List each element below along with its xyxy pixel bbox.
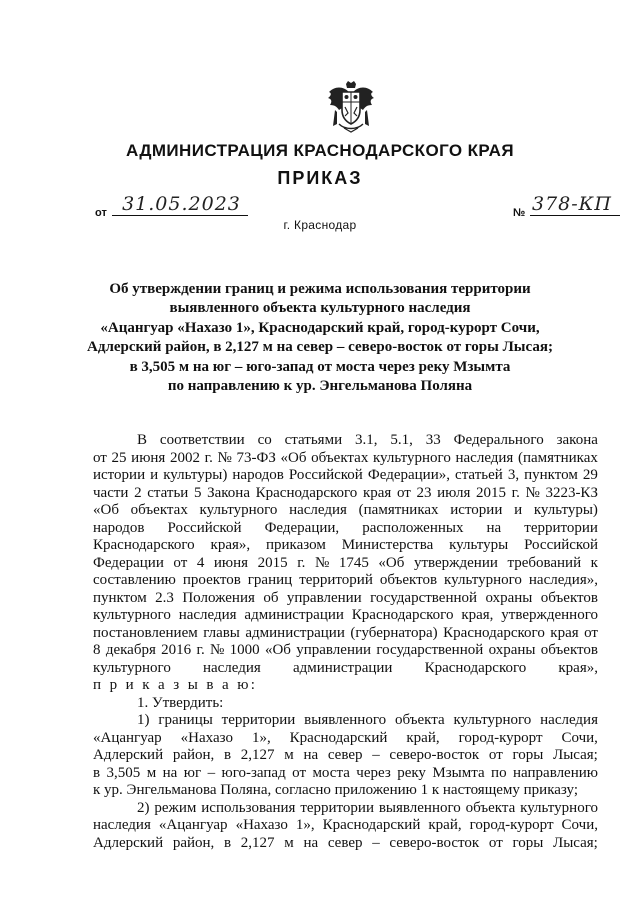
word: администрации bbox=[245, 624, 345, 641]
word: статьей bbox=[455, 467, 503, 483]
word: 2.3 bbox=[155, 589, 174, 606]
word: июня bbox=[213, 554, 249, 571]
word: Сочи, bbox=[561, 817, 598, 833]
body-line bbox=[93, 660, 598, 678]
word: территории bbox=[300, 799, 374, 816]
word: от bbox=[93, 449, 107, 466]
krasnodar-coat-of-arms-icon bbox=[327, 80, 375, 134]
word: выявленного bbox=[304, 712, 387, 728]
city-label: г. Краснодар bbox=[283, 218, 357, 232]
word: м bbox=[284, 834, 294, 851]
order-subject bbox=[60, 280, 580, 396]
word: управлении bbox=[286, 589, 362, 606]
word: закона bbox=[556, 432, 598, 448]
word: администрации bbox=[292, 659, 393, 676]
word: на bbox=[486, 519, 502, 536]
word: от bbox=[292, 764, 306, 781]
word: город-курорт bbox=[458, 729, 543, 746]
word: Краснодарский bbox=[289, 729, 388, 746]
word: г. bbox=[297, 554, 306, 571]
word: – bbox=[372, 834, 380, 851]
body-line bbox=[93, 450, 598, 468]
word: Министерства bbox=[341, 537, 434, 553]
word: горы bbox=[512, 747, 544, 763]
word: на bbox=[303, 747, 319, 763]
word: статьи bbox=[147, 484, 189, 501]
body-line bbox=[93, 485, 598, 503]
word: объекта bbox=[394, 712, 445, 728]
subject-line: Об утверждении границ и режима использования территории bbox=[109, 281, 531, 297]
word: № bbox=[210, 642, 225, 658]
word: Российской bbox=[524, 537, 598, 553]
word: край, bbox=[406, 729, 440, 746]
subject-line: по направлению к ур. Энгельманова Поляна bbox=[167, 378, 473, 395]
word: требований bbox=[507, 554, 582, 571]
word: № bbox=[525, 484, 540, 501]
word: Федерального bbox=[453, 432, 544, 448]
word: (губернатора) bbox=[350, 624, 438, 641]
body-line bbox=[93, 520, 598, 538]
word: июля bbox=[437, 484, 471, 501]
word: Федерации, bbox=[264, 519, 340, 536]
clause-1-1-line bbox=[93, 765, 598, 783]
word: режим bbox=[154, 799, 197, 816]
word: 5 bbox=[193, 484, 202, 501]
body-line bbox=[93, 625, 598, 643]
word: территории bbox=[221, 712, 296, 728]
word: Закона bbox=[207, 484, 250, 501]
word: Краснодарского bbox=[424, 659, 527, 676]
word: Федерации», bbox=[367, 467, 450, 483]
word: составлению bbox=[93, 572, 176, 588]
word: края», bbox=[210, 537, 251, 553]
word: территории bbox=[524, 519, 598, 536]
word: объектах bbox=[311, 449, 369, 466]
word: направлению bbox=[513, 764, 598, 781]
word: район, bbox=[172, 747, 215, 763]
word: части bbox=[93, 484, 129, 501]
word: район, bbox=[172, 834, 215, 851]
word: 2015 bbox=[475, 484, 506, 501]
word: охраны bbox=[485, 589, 533, 606]
body-line bbox=[93, 590, 598, 608]
word: культурного bbox=[372, 449, 451, 466]
order-verb-line: п р и к а з ы в а ю: bbox=[93, 677, 258, 693]
word: культурного bbox=[93, 659, 171, 676]
clause-1-1-line bbox=[93, 747, 598, 765]
word: от bbox=[173, 554, 188, 571]
word: Краснодарского bbox=[93, 537, 195, 553]
word: наследия bbox=[289, 502, 347, 518]
body-line bbox=[93, 502, 598, 520]
word: 1000 bbox=[229, 642, 260, 658]
word: 2016 bbox=[161, 642, 192, 658]
word: наследия bbox=[455, 449, 514, 466]
word: об bbox=[263, 589, 279, 606]
number-underline bbox=[530, 215, 620, 216]
word: выявленного bbox=[378, 799, 461, 816]
word: – bbox=[372, 747, 380, 763]
word: через bbox=[356, 764, 391, 781]
body-line bbox=[93, 642, 598, 660]
word: Краснодарского bbox=[351, 607, 454, 623]
word: «Нахазо bbox=[180, 729, 233, 746]
word: пунктом bbox=[93, 589, 147, 606]
word: объекта bbox=[465, 799, 516, 816]
word: 3, bbox=[507, 467, 520, 483]
word: 1) bbox=[137, 712, 150, 728]
word: 2,127 bbox=[240, 834, 275, 851]
word: город-курорт bbox=[469, 817, 554, 833]
date-label: от bbox=[95, 207, 107, 219]
clause-1-2-line bbox=[93, 800, 598, 818]
word: «Об bbox=[280, 449, 307, 466]
word: 25 bbox=[111, 449, 127, 466]
word: Федерации bbox=[93, 554, 164, 571]
word: 1745 bbox=[338, 554, 369, 571]
word: Адлерский bbox=[93, 834, 164, 851]
word: Сочи, bbox=[561, 729, 598, 746]
word: и bbox=[150, 467, 159, 483]
word: г. bbox=[511, 484, 520, 501]
word: границы bbox=[158, 712, 213, 728]
word: север bbox=[327, 834, 363, 851]
word: 23 bbox=[416, 484, 432, 501]
word: г. bbox=[196, 642, 205, 658]
word: Лысая; bbox=[553, 834, 598, 851]
word: края», bbox=[558, 659, 598, 676]
word: (памятниках bbox=[358, 502, 439, 518]
word: 33 bbox=[425, 432, 441, 448]
word: пунктом bbox=[524, 467, 578, 483]
word: Российской bbox=[167, 519, 242, 536]
word: 1», bbox=[251, 729, 271, 746]
word: 73-ФЗ bbox=[236, 449, 276, 466]
word: северо-восток bbox=[389, 834, 480, 851]
handwritten-date: 31.05.2023 bbox=[122, 193, 241, 215]
word: истории bbox=[93, 467, 146, 483]
word: м bbox=[146, 764, 157, 781]
word: культуры) bbox=[533, 502, 598, 518]
word: в bbox=[223, 834, 232, 851]
administration-title: АДМИНИСТРАЦИЯ КРАСНОДАРСКОГО КРАЯ bbox=[126, 141, 514, 160]
word: 2002 bbox=[170, 449, 200, 466]
subject-line: Адлерский район, в 2,127 м на север – северо-восток от горы Лысая; bbox=[87, 339, 553, 356]
word: Лысая; bbox=[553, 747, 598, 763]
word: в bbox=[223, 747, 232, 763]
word: постановлением bbox=[93, 624, 198, 641]
word: и bbox=[514, 502, 523, 518]
word: края bbox=[550, 624, 579, 641]
order-body bbox=[93, 432, 598, 852]
word: наследия», bbox=[528, 572, 598, 588]
word: 29 bbox=[582, 467, 598, 483]
word: декабря bbox=[105, 642, 156, 658]
subject-line: в 3,505 м на юг – юго-запад от моста через реку Мзымта bbox=[129, 358, 511, 375]
word: «Об bbox=[93, 502, 119, 518]
word: от bbox=[488, 747, 503, 763]
word: утвержденного bbox=[501, 607, 598, 623]
clause-1-2-line bbox=[93, 817, 598, 835]
word: горы bbox=[512, 834, 544, 851]
word: истории bbox=[450, 502, 503, 518]
word: культурного bbox=[520, 799, 598, 816]
handwritten-number: 378-КП bbox=[532, 193, 612, 215]
word: г. bbox=[204, 449, 213, 466]
word: от bbox=[396, 484, 411, 501]
word: 3223-КЗ bbox=[545, 484, 598, 501]
word: наследия bbox=[93, 817, 151, 833]
clause-1-1-line: к ур. Энгельманова Поляна, согласно приложению 1 к настоящему приказу; bbox=[93, 782, 579, 798]
body-line bbox=[93, 467, 598, 485]
word: культурного bbox=[93, 607, 171, 623]
body-line bbox=[93, 432, 598, 450]
word: со bbox=[257, 432, 272, 448]
word: № bbox=[217, 449, 232, 466]
number-label: № bbox=[513, 207, 526, 219]
word: в bbox=[93, 764, 101, 781]
body-line bbox=[93, 555, 598, 573]
word: объектах bbox=[130, 502, 188, 518]
word: края bbox=[362, 484, 392, 501]
word: культуры) bbox=[163, 467, 228, 483]
clause-1-1-line bbox=[93, 730, 598, 748]
word: культурного bbox=[444, 572, 522, 588]
word: Краснодарский bbox=[322, 817, 421, 833]
clause-1-1-line bbox=[93, 712, 598, 730]
word: север bbox=[327, 747, 363, 763]
word: государственной bbox=[376, 642, 484, 658]
word: территорий bbox=[299, 572, 373, 588]
body-line bbox=[93, 537, 598, 555]
word: юг bbox=[183, 764, 202, 781]
word: объектов bbox=[540, 642, 598, 658]
word: северо-восток bbox=[389, 747, 480, 763]
word: объектов bbox=[540, 589, 598, 606]
word: 2,127 bbox=[240, 747, 275, 763]
word: моста bbox=[312, 764, 350, 781]
word: объектов bbox=[379, 572, 438, 588]
word: наследия bbox=[540, 712, 598, 728]
subject-line: выявленного объекта культурного наследия bbox=[169, 300, 471, 317]
word: управлении bbox=[296, 642, 372, 658]
word: Российской bbox=[288, 467, 363, 483]
word: «Ацангуар bbox=[158, 817, 228, 833]
word: 3,505 bbox=[106, 764, 141, 781]
word: по bbox=[491, 764, 507, 781]
word: Мзымта bbox=[432, 764, 485, 781]
word: проектов bbox=[182, 572, 241, 588]
word: (памятниках bbox=[518, 449, 598, 466]
body-line bbox=[93, 572, 598, 590]
word: приказом bbox=[266, 537, 326, 553]
word: юго-запад bbox=[221, 764, 286, 781]
word: 2 bbox=[134, 484, 142, 501]
word: «Об bbox=[264, 642, 291, 658]
word: реку bbox=[397, 764, 426, 781]
word: Краснодарского bbox=[443, 624, 545, 641]
word: июня bbox=[131, 449, 166, 466]
word: 5.1, bbox=[390, 432, 413, 448]
word: охраны bbox=[488, 642, 536, 658]
word: 1», bbox=[295, 817, 315, 833]
clause-1-heading: 1. Утвердить: bbox=[137, 694, 224, 711]
clause-1-2-line bbox=[93, 835, 598, 853]
word: Краснодарского bbox=[255, 484, 358, 501]
word: администрации bbox=[244, 607, 344, 623]
word: 2015 bbox=[257, 554, 288, 571]
word: от bbox=[488, 834, 503, 851]
word: «Об bbox=[378, 554, 405, 571]
date-underline bbox=[112, 215, 248, 216]
subject-line: «Ацангуар «Нахазо 1», Краснодарский край, город-курорт Сочи, bbox=[100, 319, 540, 336]
word: 8 bbox=[93, 642, 101, 658]
word: – bbox=[207, 764, 216, 781]
body-line bbox=[93, 607, 598, 625]
word: народов bbox=[93, 519, 145, 536]
word: соответствии bbox=[159, 432, 245, 448]
word: Положения bbox=[182, 589, 255, 606]
word: 4 bbox=[196, 554, 205, 571]
word: статьями bbox=[284, 432, 343, 448]
word: культуры bbox=[449, 537, 509, 553]
word: культурного bbox=[199, 502, 278, 518]
word: края, bbox=[461, 607, 494, 623]
word: главы bbox=[203, 624, 240, 641]
word: от bbox=[584, 624, 598, 641]
word: «Нахазо bbox=[235, 817, 288, 833]
word: Адлерский bbox=[93, 747, 164, 763]
word: № bbox=[314, 554, 330, 571]
word: В bbox=[137, 432, 148, 448]
word: утверждении bbox=[413, 554, 498, 571]
word: культурного bbox=[453, 712, 532, 728]
word: на bbox=[303, 834, 319, 851]
word: м bbox=[284, 747, 294, 763]
word: расположенных bbox=[362, 519, 464, 536]
word: 3.1, bbox=[355, 432, 378, 448]
word: народов bbox=[232, 467, 284, 483]
word: 2) bbox=[137, 799, 150, 816]
word: наследия bbox=[202, 659, 261, 676]
word: «Ацангуар bbox=[93, 729, 162, 746]
word: край, bbox=[428, 817, 462, 833]
word: границ bbox=[247, 572, 293, 588]
word: к bbox=[590, 554, 598, 571]
word: использования bbox=[201, 799, 296, 816]
word: наследия bbox=[178, 607, 237, 623]
document-type-title: ПРИКАЗ bbox=[277, 168, 363, 188]
word: государственной bbox=[370, 589, 478, 606]
word: на bbox=[162, 764, 178, 781]
